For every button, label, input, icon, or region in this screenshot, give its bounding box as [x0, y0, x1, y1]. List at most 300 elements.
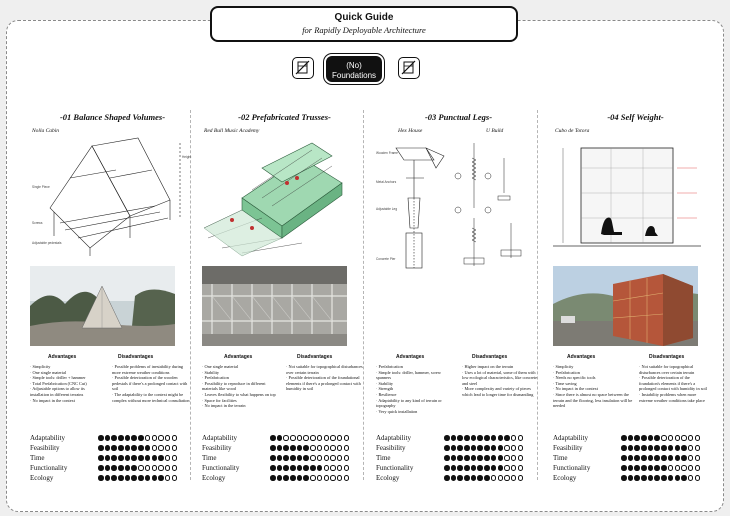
rating-dot-filled [648, 455, 654, 461]
list-item: · Not suitable for topographical disturbances over certain terrain [639, 364, 695, 375]
rating-dot-filled [484, 475, 490, 481]
rating-dot-filled [464, 475, 470, 481]
advantages-heading: Advantages [567, 354, 596, 360]
rating-dot-filled [111, 475, 117, 481]
rating-dot-filled [641, 435, 647, 441]
list-item: · Simple tools: driller, hammer, screw spanners [376, 369, 441, 381]
rating-dot-filled [634, 445, 640, 451]
rating-dot-filled [297, 465, 303, 471]
list-item: · Since there is almost no space between the terrain and the flooring, less insulation will be needed [553, 391, 633, 409]
punctual-legs-drawing [376, 138, 536, 270]
column-title: -01 Balance Shaped Volumes- [59, 112, 166, 122]
rating-dot-filled [118, 475, 124, 481]
rating-row [202, 464, 372, 474]
rating-dot-filled [471, 465, 477, 471]
rating-dot-filled [648, 435, 654, 441]
rating-dot-filled [641, 445, 647, 451]
rating-dot-filled [471, 455, 477, 461]
rating-dot-empty [695, 445, 701, 451]
rating-dot-filled [451, 455, 457, 461]
rating-dot-filled [98, 465, 104, 471]
rating-dot-filled [471, 445, 477, 451]
rating-dot-filled [158, 475, 164, 481]
advantages-heading: Advantages [396, 354, 425, 360]
rating-dot-filled [654, 435, 660, 441]
rating-dot-empty [675, 465, 681, 471]
rating-dot-filled [457, 465, 463, 471]
rating-dot-empty [317, 475, 323, 481]
rating-row [376, 464, 546, 474]
page-subtitle: for Rapidly Deployable Architecture [302, 25, 426, 35]
rating-dot-filled [648, 465, 654, 471]
rating-dot-empty [145, 465, 151, 471]
rating-dot-filled [270, 445, 276, 451]
rating-dot-empty [688, 465, 694, 471]
disadvantages-list [286, 364, 364, 392]
rating-label: Time [376, 454, 391, 462]
rating-dot-filled [131, 465, 137, 471]
rating-dot-filled [641, 465, 647, 471]
rating-dot-filled [668, 445, 674, 451]
rating-dot-filled [152, 475, 158, 481]
project-name: Red Bull Music Academy [204, 128, 260, 134]
rating-row [376, 444, 546, 454]
rating-dot-empty [504, 445, 510, 451]
column-title: -03 Punctual Legs- [424, 112, 493, 122]
rating-dot-empty [688, 445, 694, 451]
rating-dot-filled [675, 475, 681, 481]
rating-row [30, 454, 200, 464]
column-balance-shaped-volumes [30, 108, 195, 486]
rating-dot-filled [125, 435, 131, 441]
rating-dot-empty [695, 475, 701, 481]
rating-dot-filled [648, 445, 654, 451]
rating-dot-filled [491, 455, 497, 461]
rating-label: Ecology [30, 474, 54, 482]
rating-row [30, 444, 200, 454]
rating-dot-empty [310, 435, 316, 441]
list-item: · Adjustable options to allow its installation in different terrains [30, 386, 85, 397]
rating-dot-filled [464, 465, 470, 471]
rating-dot-filled [477, 465, 483, 471]
rating-label: Adaptability [202, 434, 237, 442]
disadvantages-heading: Disadvantages [472, 354, 508, 360]
rating-dot-filled [491, 445, 497, 451]
list-item: · Uses a lot of material, some of them with low ecological characteristics, like concrete and steel [462, 369, 538, 386]
rating-dot-filled [145, 445, 151, 451]
list-item: · Possible deterioration of the foundational elements if there's a prolonged contact with humidity in soil [286, 375, 361, 392]
rating-dot-filled [457, 455, 463, 461]
rating-dot-filled [451, 445, 457, 451]
rating-label: Feasibility [376, 444, 406, 452]
nolla-cabin-drawing [30, 138, 190, 258]
no-foundation-icon [398, 57, 420, 79]
column-punctual-legs [376, 108, 541, 486]
rating-dot-filled [131, 455, 137, 461]
rating-dot-filled [477, 435, 483, 441]
list-item: · Simplicity [30, 364, 51, 369]
rating-row [553, 444, 723, 454]
rating-label: Time [202, 454, 217, 462]
rating-dot-filled [634, 435, 640, 441]
advantages-list [376, 364, 456, 414]
list-item: · Needs no specific tools [553, 375, 596, 381]
rating-dot-filled [283, 455, 289, 461]
rating-dot-filled [654, 455, 660, 461]
rating-dot-filled [303, 475, 309, 481]
rating-dot-empty [518, 465, 524, 471]
rating-dot-filled [675, 455, 681, 461]
rating-dot-empty [138, 465, 144, 471]
rating-dot-filled [138, 455, 144, 461]
rating-dot-filled [464, 435, 470, 441]
list-item: · Strength [376, 386, 394, 392]
rating-dot-empty [491, 475, 497, 481]
rating-dot-filled [444, 445, 450, 451]
disadvantages-list [112, 364, 190, 403]
rating-row [202, 474, 372, 484]
disadvantages-heading: Disadvantages [118, 354, 154, 360]
rating-dot-filled [661, 475, 667, 481]
rating-dot-filled [628, 455, 634, 461]
rating-dot-empty [498, 475, 504, 481]
rating-dot-filled [125, 445, 131, 451]
foundations-line2: Foundations [331, 71, 377, 80]
rating-dot-filled [290, 445, 296, 451]
rating-dot-empty [330, 465, 336, 471]
rating-dot-filled [628, 465, 634, 471]
rating-dot-filled [668, 475, 674, 481]
rating-dot-filled [457, 435, 463, 441]
rating-dot-filled [457, 475, 463, 481]
label-adjustable-leg: Adjustable Leg [376, 207, 398, 211]
list-item: · Instability problems when more extreme weather conditions take place [639, 391, 705, 403]
rating-dot-filled [125, 465, 131, 471]
rating-dot-empty [511, 475, 517, 481]
rating-dot-filled [290, 475, 296, 481]
rating-dot-empty [317, 445, 323, 451]
rating-dot-filled [621, 435, 627, 441]
rating-dot-empty [511, 465, 517, 471]
rating-row [553, 474, 723, 484]
rating-dot-empty [504, 455, 510, 461]
rating-dot-filled [270, 435, 276, 441]
rating-dot-filled [98, 475, 104, 481]
rating-dot-filled [111, 445, 117, 451]
rating-dot-empty [297, 435, 303, 441]
rating-dot-filled [145, 455, 151, 461]
rating-row [376, 474, 546, 484]
rating-dot-filled [118, 455, 124, 461]
rating-dot-filled [131, 445, 137, 451]
rating-dot-empty [310, 445, 316, 451]
disadvantages-list [462, 364, 538, 398]
rating-dot-filled [654, 445, 660, 451]
rating-dot-empty [330, 435, 336, 441]
list-item: · Possible deterioration of the foundation's elements if there's a prolonged contact with humidity in soil [639, 375, 707, 392]
list-item: · One single material [202, 364, 239, 369]
rating-dot-filled [464, 455, 470, 461]
rating-dot-empty [310, 455, 316, 461]
rating-dot-filled [661, 445, 667, 451]
no-foundation-icon [292, 57, 314, 79]
list-item: · Resilience [376, 391, 397, 397]
rating-row [553, 434, 723, 444]
rating-dot-empty [165, 465, 171, 471]
rating-dot-filled [457, 445, 463, 451]
rating-dot-filled [105, 435, 111, 441]
disadvantages-list [639, 364, 711, 403]
rating-dot-filled [444, 455, 450, 461]
list-item: · Space for facilities [202, 397, 237, 403]
list-item: · No impact in the context [553, 386, 598, 392]
rating-dot-empty [504, 475, 510, 481]
rating-dot-filled [158, 455, 164, 461]
rating-dot-filled [118, 435, 124, 441]
rating-dots [270, 475, 350, 493]
rating-dot-empty [165, 435, 171, 441]
rating-dot-empty [158, 445, 164, 451]
rating-dot-filled [444, 435, 450, 441]
rating-dot-filled [145, 475, 151, 481]
rating-dot-filled [277, 445, 283, 451]
list-item: · Stability [202, 369, 220, 375]
rating-dots [621, 475, 701, 493]
rating-dot-filled [648, 475, 654, 481]
rating-dot-empty [668, 435, 674, 441]
rating-dot-filled [105, 465, 111, 471]
rating-dot-filled [681, 455, 687, 461]
label-metal-anchors: Metal Anchors [376, 180, 397, 184]
rating-dots [98, 475, 178, 493]
foundations-header [290, 54, 430, 84]
rating-row [202, 454, 372, 464]
rating-dot-empty [324, 455, 330, 461]
list-item: · Not suitable for topographical disturbances over certain terrain [286, 364, 363, 375]
rating-dot-empty [317, 455, 323, 461]
rating-dot-empty [695, 435, 701, 441]
rating-dot-empty [695, 465, 701, 471]
rating-dot-filled [303, 445, 309, 451]
rating-row [30, 464, 200, 474]
rating-dot-filled [290, 455, 296, 461]
rating-dot-filled [290, 465, 296, 471]
list-item: · Total Prefabrication (CNC Cut) [30, 380, 87, 386]
rating-dot-empty [344, 465, 350, 471]
rating-dot-filled [484, 435, 490, 441]
rating-dot-filled [451, 465, 457, 471]
rating-dot-filled [628, 475, 634, 481]
list-item: · Prefabrication [553, 369, 580, 375]
rating-dot-filled [111, 455, 117, 461]
rating-dot-filled [641, 455, 647, 461]
page-title: Quick Guide [334, 12, 394, 23]
rating-dot-filled [504, 435, 510, 441]
rating-dot-empty [504, 465, 510, 471]
rating-label: Adaptability [553, 434, 588, 442]
rating-dot-filled [621, 475, 627, 481]
rating-dot-filled [477, 445, 483, 451]
label-height: Height [182, 155, 192, 159]
column-prefabricated-trusses [202, 108, 367, 486]
nolla-cabin-photo [30, 266, 175, 346]
rating-dot-filled [477, 455, 483, 461]
list-item: · Adaptability to any kind of terrain or topography [376, 397, 442, 409]
rating-dot-empty [344, 435, 350, 441]
rating-dot-filled [277, 475, 283, 481]
rating-dot-empty [695, 455, 701, 461]
rating-dot-filled [98, 445, 104, 451]
rating-dots [444, 475, 524, 493]
list-item: · Prefabrication [376, 364, 403, 369]
rating-dot-empty [152, 435, 158, 441]
rating-label: Time [553, 454, 568, 462]
cubo-de-totora-photo [553, 266, 698, 346]
rating-dot-empty [330, 475, 336, 481]
rating-dot-empty [158, 465, 164, 471]
rating-dot-empty [518, 455, 524, 461]
rating-dot-filled [131, 475, 137, 481]
rating-dot-empty [688, 435, 694, 441]
label-adjustable-pedestals: Adjustable pedestals [32, 241, 62, 245]
rating-dot-filled [105, 445, 111, 451]
rating-dot-filled [654, 475, 660, 481]
title-box [210, 6, 518, 42]
rating-dot-filled [277, 465, 283, 471]
project-name: Hex House [398, 128, 423, 134]
rating-dot-filled [131, 435, 137, 441]
rating-dot-filled [668, 455, 674, 461]
rating-label: Feasibility [553, 444, 583, 452]
rating-dot-filled [661, 455, 667, 461]
list-item: · Simple tools: driller + hammer [30, 375, 86, 381]
rating-dot-empty [324, 445, 330, 451]
rating-row [30, 434, 200, 444]
cubo-section-drawing [553, 138, 701, 258]
rating-dot-filled [283, 465, 289, 471]
ratings-block [30, 434, 200, 484]
label-single-piece: Single Piece [32, 185, 50, 189]
rating-dot-empty [688, 475, 694, 481]
list-item: · Stability [376, 380, 394, 386]
foundations-badge [324, 54, 384, 84]
rating-dot-empty [324, 465, 330, 471]
rating-dot-filled [661, 465, 667, 471]
rating-dot-empty [324, 475, 330, 481]
rating-dot-filled [491, 465, 497, 471]
advantages-list [30, 364, 100, 403]
ratings-block [376, 434, 546, 484]
rating-row [553, 464, 723, 474]
project-name: Nolla Cabin [32, 128, 60, 134]
rating-row [376, 454, 546, 464]
rating-dot-filled [681, 475, 687, 481]
list-item: · One single material [30, 369, 67, 375]
rating-row [30, 474, 200, 484]
rating-dot-empty [344, 455, 350, 461]
rating-dot-empty [152, 445, 158, 451]
rating-dot-filled [471, 435, 477, 441]
rating-dot-empty [303, 435, 309, 441]
rating-dot-empty [165, 475, 171, 481]
rating-dot-filled [444, 465, 450, 471]
rating-dot-empty [172, 445, 178, 451]
rating-dot-filled [628, 435, 634, 441]
rating-dot-empty [675, 435, 681, 441]
rating-dot-filled [277, 435, 283, 441]
rating-dot-empty [518, 475, 524, 481]
rating-dot-filled [138, 445, 144, 451]
rating-dot-filled [152, 455, 158, 461]
list-item: · The adaptability to the context might be complex without more technical consultation [112, 391, 190, 403]
advantages-heading: Advantages [224, 354, 253, 360]
rating-dot-filled [125, 475, 131, 481]
rating-dot-filled [621, 455, 627, 461]
label-concrete-pier: Concrete Pier [376, 257, 396, 261]
rating-dot-filled [297, 445, 303, 451]
rating-dot-empty [172, 455, 178, 461]
rating-dot-empty [337, 475, 343, 481]
rating-dot-empty [310, 475, 316, 481]
rating-dot-empty [152, 465, 158, 471]
rating-dot-filled [498, 435, 504, 441]
rating-label: Adaptability [30, 434, 65, 442]
list-item: · Higher impact on the terrain [462, 364, 514, 369]
rating-dot-empty [688, 455, 694, 461]
rating-dot-filled [444, 475, 450, 481]
rating-dot-filled [98, 435, 104, 441]
rating-dot-filled [491, 435, 497, 441]
list-item: · No impact in the context [30, 397, 75, 403]
rating-label: Ecology [376, 474, 400, 482]
list-item: · More complexity and variety of pieces which lead to longer time for dismantling [462, 386, 534, 397]
rating-label: Time [30, 454, 45, 462]
advantages-list [202, 364, 280, 409]
list-item: · No impact in the terrain [202, 403, 246, 409]
rating-dot-empty [511, 435, 517, 441]
rating-label: Functionality [376, 464, 414, 472]
list-item: · Possibility to reproduce in different materials like wood [202, 380, 266, 392]
rating-dot-filled [303, 465, 309, 471]
truss-structure-drawing [202, 138, 352, 258]
rating-dot-empty [661, 435, 667, 441]
rating-dot-empty [324, 435, 330, 441]
column-title: -04 Self Weight- [607, 112, 664, 122]
project-name: Cubo de Totora [555, 128, 590, 134]
rating-dot-filled [634, 475, 640, 481]
rating-dot-filled [681, 445, 687, 451]
rating-dot-filled [498, 455, 504, 461]
rating-dot-empty [158, 435, 164, 441]
rating-dot-filled [105, 455, 111, 461]
rating-dot-filled [641, 475, 647, 481]
rating-dot-filled [621, 465, 627, 471]
rating-dot-empty [681, 465, 687, 471]
rating-dot-filled [634, 455, 640, 461]
rating-dot-filled [270, 465, 276, 471]
rating-dot-empty [681, 435, 687, 441]
rating-dot-filled [111, 435, 117, 441]
rating-row [202, 444, 372, 454]
list-item: · Very quick installation [376, 408, 418, 414]
rating-dot-empty [317, 435, 323, 441]
rating-dot-filled [303, 455, 309, 461]
rating-dot-empty [668, 465, 674, 471]
rating-dot-filled [111, 465, 117, 471]
rating-label: Adaptability [376, 434, 411, 442]
list-item: · Possible deterioration of the wooden pedestals if there's a prolonged contact with soil [112, 375, 188, 392]
label-wooden-frame: Wooden Frame [376, 151, 398, 155]
